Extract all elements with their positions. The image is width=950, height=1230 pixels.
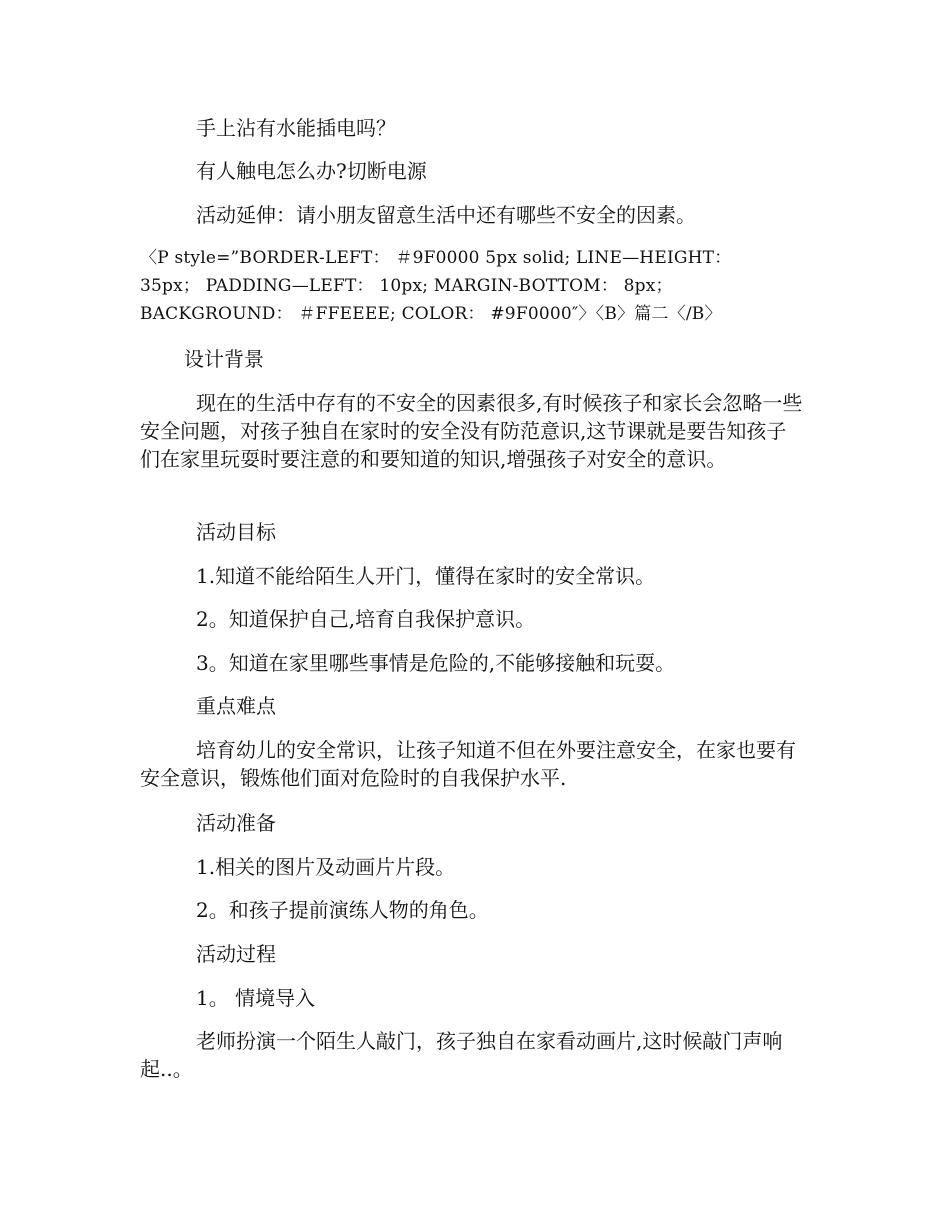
- preparation-item-1: 1.相关的图片及动画片片段。: [196, 855, 456, 879]
- section-heading-goals: 活动目标: [196, 520, 276, 544]
- markup-line-2: 35px； PADDING—LEFT： 10px; MARGIN-BOTTOM： 8px；: [140, 276, 673, 296]
- process-step-1: 1。 情境导入: [196, 986, 316, 1010]
- key-points-paragraph: 培育幼儿的安全常识，让孩子知道不但在外要注意安全，在家也要有安全意识，锻炼他们面对危险时的自我保护水平.: [140, 738, 796, 790]
- goal-item-2: 2。知道保护自己,培育自我保护意识。: [196, 607, 536, 631]
- background-paragraph: 现在的生活中存有的不安全的因素很多,有时候孩子和家长会忽略一些安全问题，对孩子独自在家时的安全没有防范意识,这节课就是要告知孩子们在家里玩耍时要注意的和要知道的知识,增强孩子对安全的意识。: [140, 391, 803, 471]
- section-heading-process: 活动过程: [196, 942, 276, 966]
- section-heading-preparation: 活动准备: [196, 811, 276, 835]
- section-heading-background: 设计背景: [184, 347, 264, 371]
- goal-item-1: 1.知道不能给陌生人开门，懂得在家时的安全常识。: [196, 564, 656, 588]
- goal-item-3: 3。知道在家里哪些事情是危险的,不能够接触和玩耍。: [196, 651, 676, 675]
- markup-line-3: BACKGROUND： ＃FFEEEE; COLOR： #9F0000″〉〈B〉篇二〈/B〉: [140, 304, 722, 324]
- process-paragraph: 老师扮演一个陌生人敲门，孩子独自在家看动画片,这时候敲门声响起..。: [140, 1029, 783, 1081]
- markup-line-1: 〈P style=”BORDER-LEFT： ＃9F0000 5px solid; LINE—HEIGHT：: [140, 248, 732, 268]
- question-electric-shock: 有人触电怎么办?切断电源: [196, 159, 427, 183]
- activity-extension: 活动延伸：请小朋友留意生活中还有哪些不安全的因素。: [196, 203, 696, 227]
- question-wet-hands: 手上沾有水能插电吗？: [196, 116, 396, 140]
- section-heading-key-points: 重点难点: [196, 694, 276, 718]
- raw-html-markup-block: [140, 244, 805, 328]
- preparation-item-2: 2。和孩子提前演练人物的角色。: [196, 898, 489, 922]
